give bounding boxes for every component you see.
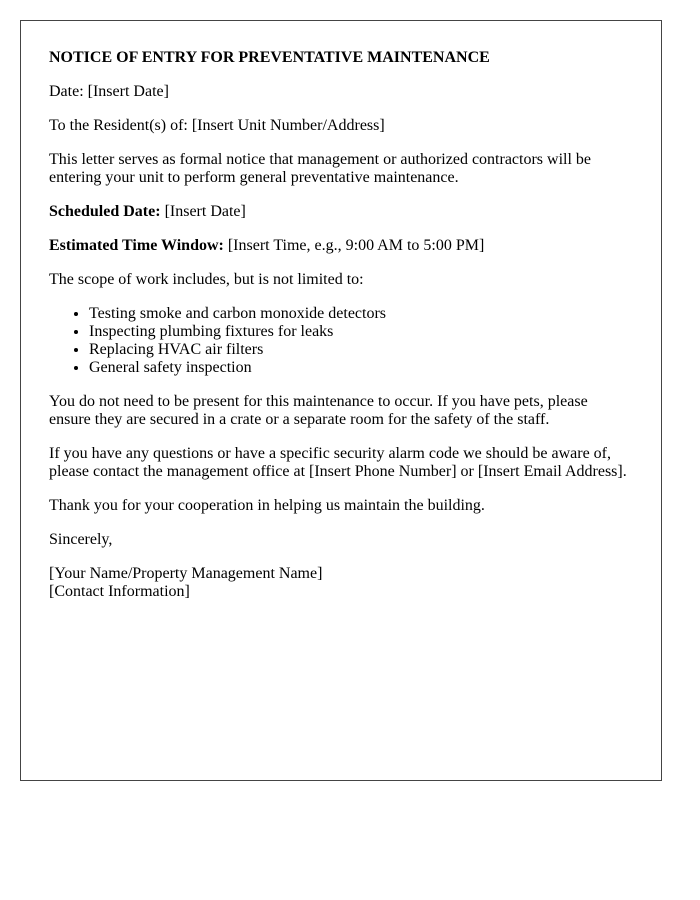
signature-name: [Your Name/Property Management Name]: [49, 565, 323, 582]
scheduled-date-label: Scheduled Date:: [49, 203, 161, 220]
scheduled-date-value: [Insert Date]: [160, 203, 246, 220]
time-window-label: Estimated Time Window:: [49, 237, 224, 254]
scheduled-date-line: [49, 203, 633, 221]
scope-list-item: • Inspecting plumbing fixtures for leaks: [89, 323, 633, 341]
resident-line: To the Resident(s) of: [Insert Unit Number/Address]: [49, 117, 385, 134]
scope-list-item: • Replacing HVAC air filters: [89, 341, 633, 359]
scope-intro: The scope of work includes, but is not limited to:: [49, 271, 364, 288]
scope-list: [49, 305, 633, 377]
thanks-line: Thank you for your cooperation in helping us maintain the building.: [49, 497, 485, 514]
letter-page: [20, 20, 662, 781]
letter-title: NOTICE OF ENTRY FOR PREVENTATIVE MAINTENANCE: [49, 49, 490, 66]
date-line: Date: [Insert Date]: [49, 83, 169, 100]
time-window-line: [49, 237, 633, 255]
intro-paragraph: This letter serves as formal notice that management or authorized contractors will be entering your unit to perform general preventative maintenance.: [49, 151, 592, 186]
time-window-value: [Insert Time, e.g., 9:00 AM to 5:00 PM]: [223, 237, 485, 254]
scope-list-item: • General safety inspection: [89, 359, 633, 377]
signature-block: [49, 565, 633, 601]
closing-line: Sincerely,: [49, 531, 113, 548]
scope-list-item: • Testing smoke and carbon monoxide detectors: [89, 305, 633, 323]
presence-note: You do not need to be present for this maintenance to occur. If you have pets, please ensure they are secured in a crate or a separate room for the safety of the staff.: [49, 393, 588, 428]
signature-contact: [Contact Information]: [49, 583, 190, 600]
questions-note: If you have any questions or have a specific security alarm code we should be aware of, please contact the management office at [Insert Phone Number] or [Insert Email Address].: [49, 445, 627, 480]
